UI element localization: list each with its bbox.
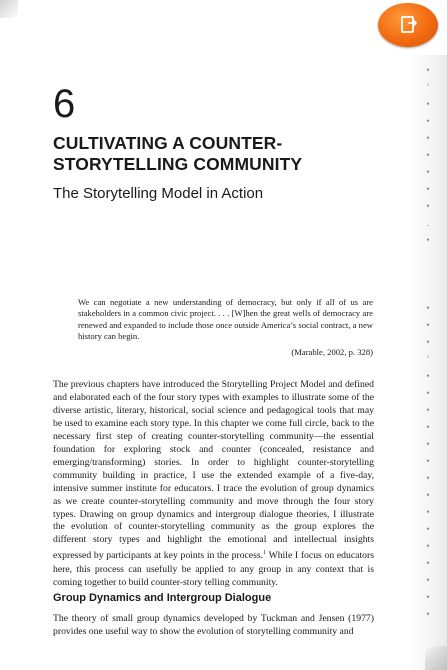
footnote-marker[interactable]: 1	[263, 550, 267, 557]
body-paragraph: The theory of small group dynamics developed by Tuckman and Jensen (1977) provides one useful way to show the evolution of storytelling community and	[53, 613, 374, 637]
chapter-number: 6	[53, 82, 76, 126]
chapter-title: CULTIVATING A COUNTER-STORYTELLING COMMUNITY	[53, 133, 303, 174]
epigraph-quote: We can negotiate a new understanding of democracy, but only if all of us are stakeholders in a common civic project. . . . [W]hen the great wells of democracy are renewed and expanded to include those once outside America’s social contract, a new history can begin.	[78, 297, 373, 342]
reader-app-button[interactable]	[378, 3, 438, 47]
section-heading: Group Dynamics and Intergroup Dialogue	[53, 592, 272, 604]
paragraph-text-continued: While I focus on educators here, this process can usefully be applied to any group in any context that is coming together to build counter-story telling community.	[53, 550, 374, 588]
bleed-through-text: • ’ • • • • • • • . • • • • ’ • • • • • • • • • • • • • • •	[426, 65, 430, 619]
page-corner-bottom	[425, 646, 447, 670]
chapter-subtitle: The Storytelling Model in Action	[53, 185, 264, 202]
body-paragraph	[53, 379, 374, 589]
page-corner-fold	[0, 0, 18, 18]
epigraph-citation: (Marable, 2002, p. 328)	[291, 347, 373, 357]
paragraph-text: The previous chapters have introduced the Storytelling Project Model and defined and elaborated each of the four story types with examples to illustrate some of the diverse artistic, literary, historical, social science and pedagogical tools that may be used to examine each story type. In this chapter we come full circle, back to the necessary first step of creating counter-storytelling community—the essential foundation for exploring stock and counter (concealed, resistance and emerging/transforming) stories. In order to highlight counter-storytelling community building in practice, I use the extended example of a five-day, intensive summer institute for educators. I trace the evolution of group dynamics as we create counter-storytelling community and move through the four story types. Drawing on group dynamics and intergroup dialogue theories, I illustrate the evolution of counter-storytelling community as the group explores the different story types and highlight the emotional and intellectual insights expressed by participants at key points in the process.	[53, 379, 374, 562]
document-exit-icon	[397, 14, 419, 36]
